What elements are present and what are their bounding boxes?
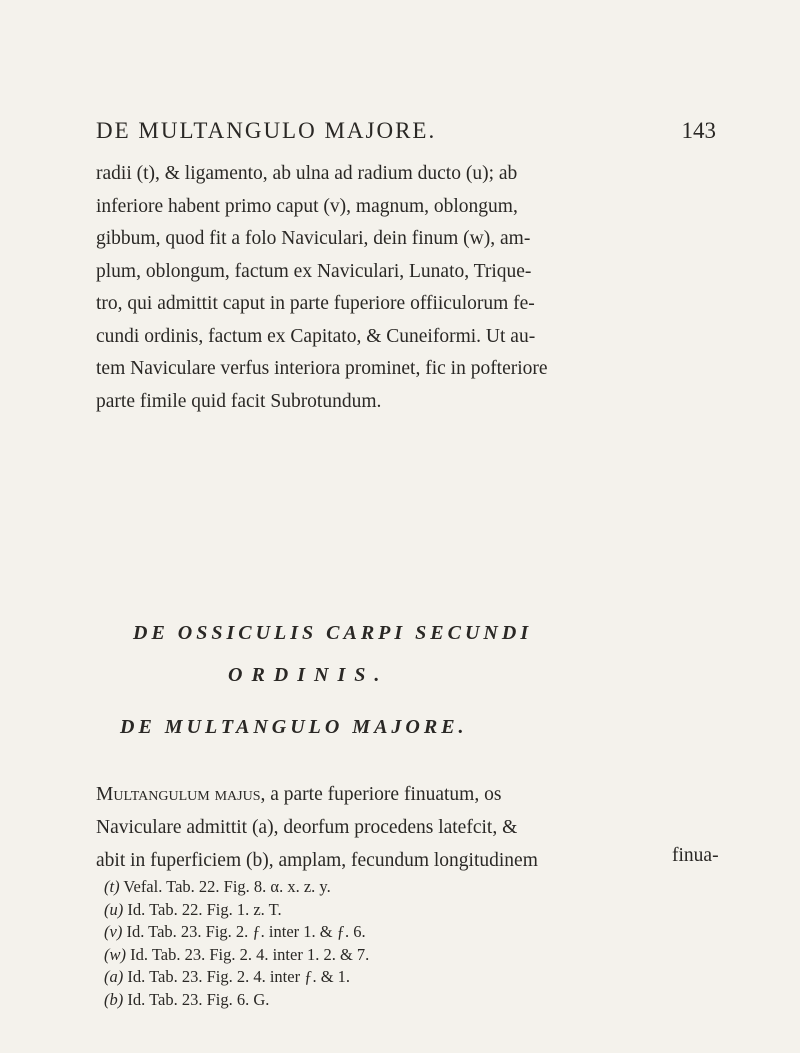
footnote-mark: (u): [104, 899, 124, 919]
running-title: DE MULTANGULO MAJORE.: [96, 118, 437, 143]
text-line-rest: , a parte fuperiore finuatum, os: [260, 784, 502, 805]
page-number: 143: [681, 118, 716, 143]
footnote-mark: (w): [104, 944, 126, 964]
text-line: [96, 778, 720, 811]
footnote: [104, 989, 604, 1012]
footnote: [104, 921, 604, 944]
text-line: inferiore habent primo caput (v), magnum, oblongum,: [96, 195, 518, 217]
footnote: [104, 944, 604, 967]
footnote-mark: (v): [104, 922, 123, 941]
section-heading: DE OSSICULIS CARPI SECUNDI: [133, 622, 533, 644]
footnote-text: Vefal. Tab. 22. Fig. 8. α. x. z. y.: [123, 877, 331, 896]
text-line: parte fimile quid facit Subrotundum.: [96, 390, 382, 412]
text-line: abit in fuperficiem (b), amplam, fecundum longitudinem: [96, 850, 538, 871]
footnote: [104, 966, 604, 989]
running-header: [96, 118, 716, 144]
lead-words: Multangulum majus: [96, 784, 261, 805]
footnote-text: Id. Tab. 22. Fig. 1. z. T.: [127, 899, 282, 919]
footnote-mark: (a): [104, 967, 124, 986]
text-line: cundi ordinis, factum ex Capitato, & Cuneiformi. Ut au-: [96, 325, 536, 347]
body-paragraph: [96, 158, 720, 418]
text-line: tem Naviculare verfus interiora prominet, fic in pofteriore: [96, 358, 548, 379]
second-paragraph: [96, 778, 720, 877]
catchword: finua-: [672, 845, 719, 866]
footnote-mark: (b): [104, 989, 124, 1009]
footnotes: [104, 876, 604, 1011]
text-line: tro, qui admittit caput in parte fuperiore offiiculorum fe-: [96, 293, 535, 314]
chapter-heading: DE MULTANGULO MAJORE.: [120, 716, 468, 738]
footnote-text: Id. Tab. 23. Fig. 6. G.: [127, 989, 270, 1009]
footnote: [104, 876, 604, 899]
footnote: [104, 899, 604, 922]
section-subheading: ORDINIS.: [228, 664, 389, 686]
footnote-text: Id. Tab. 23. Fig. 2. 4. inter 1. 2. & 7.: [130, 944, 370, 964]
footnote-mark: (t): [104, 877, 120, 896]
text-line: Naviculare admittit (a), deorfum procedens latefcit, &: [96, 817, 518, 838]
footnote-text: Id. Tab. 23. Fig. 2. ƒ. inter 1. & ƒ. 6.: [126, 922, 366, 941]
footnote-text: Id. Tab. 23. Fig. 2. 4. inter ƒ. & 1.: [127, 967, 351, 986]
text-line: radii (t), & ligamento, ab ulna ad radium ducto (u); ab: [96, 163, 518, 184]
text-line: gibbum, quod fit a folo Naviculari, dein finum (w), am-: [96, 228, 531, 249]
text-line: plum, oblongum, factum ex Naviculari, Lunato, Trique-: [96, 260, 532, 282]
